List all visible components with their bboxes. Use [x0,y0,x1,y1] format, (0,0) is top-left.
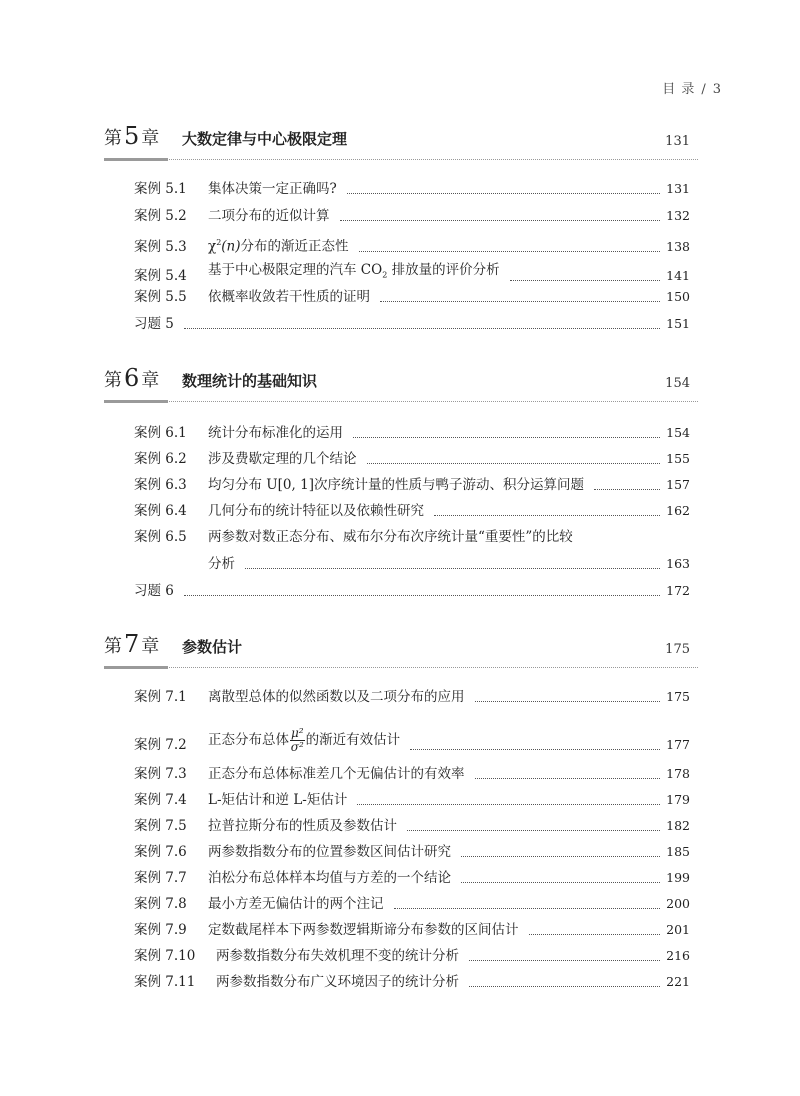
dot-leader [461,856,660,857]
entry-page: 138 [666,238,690,254]
dot-leader [410,749,660,750]
entry-title: 集体决策一定正确吗? [208,181,337,197]
toc-entry[interactable] [134,843,690,861]
chapter-page: 175 [665,642,690,657]
chapter-number: 5 [124,122,140,150]
entry-page: 151 [666,316,690,331]
entry-title: 正态分布总体标准差几个无偏估计的有效率 [208,766,465,782]
dot-leader [510,280,660,281]
toc-entry[interactable] [134,973,690,991]
chapter-number: 7 [124,630,140,658]
entry-title: 统计分布标准化的运用 [208,425,343,441]
dot-leader [394,908,661,909]
entry-title: 依概率收敛若干性质的证明 [208,289,370,305]
chapter-rule [104,667,698,668]
entry-title: 泊松分布总体样本均值与方差的一个结论 [208,870,451,886]
entry-page: 150 [666,289,690,304]
toc-entry[interactable] [134,895,690,913]
fraction-numerator: μ² [291,726,304,740]
toc-entry-exercises[interactable] [134,315,690,333]
chapter-rule-bar [104,400,168,403]
title-part: 分布的渐近正态性 [240,238,349,255]
entry-page: 178 [666,766,690,781]
entry-title: 两参数指数分布失效机理不变的统计分析 [216,948,459,964]
entry-title: L-矩估计和逆 L-矩估计 [208,792,348,808]
toc-entry[interactable] [134,476,690,494]
entry-page: 200 [666,896,690,911]
entry-page: 141 [666,267,690,283]
toc-entry[interactable] [134,921,690,939]
entry-title: 拉普拉斯分布的性质及参数估计 [208,818,397,834]
chapter-rule-bar [104,666,168,669]
chapter-rule-bar [104,158,168,161]
entry-title [208,234,349,256]
entry-code: 案例 5.3 [134,238,187,255]
entry-code: 案例 5.5 [134,289,187,305]
toc-entry[interactable] [134,947,690,965]
chapter-prefix: 第 [104,128,122,149]
dot-leader [347,193,660,194]
chapter-rule [104,159,698,160]
entry-page: 155 [666,451,690,466]
chapter-label [104,630,159,658]
chapter-suffix: 章 [141,370,160,391]
dot-leader [475,778,661,779]
entry-code: 案例 5.1 [134,181,187,197]
entry-page: 175 [666,689,690,704]
dot-leader [475,701,661,702]
toc-entry[interactable] [134,765,690,783]
chapter-suffix: 章 [141,128,160,149]
toc-entry[interactable] [134,727,690,754]
entry-code: 案例 6.1 [134,425,187,441]
entry-title: 二项分布的近似计算 [208,208,330,224]
entry-code: 习题 6 [134,583,174,599]
subscript: 2 [382,270,388,280]
title-part: χ [208,238,217,255]
chapter-prefix: 第 [104,636,122,657]
entry-code: 案例 5.2 [134,208,187,224]
chapter-label [104,364,159,392]
chapter-number: 6 [124,364,140,392]
chapter-heading [104,362,698,402]
header-page-number: 3 [712,82,722,97]
toc-entry[interactable] [134,688,690,706]
chapter-heading [104,120,698,160]
entry-code: 案例 7.1 [134,689,187,705]
entry-code: 案例 7.3 [134,766,187,782]
toc-entry[interactable] [134,207,690,225]
entry-page: 201 [666,922,690,937]
chapter-page: 131 [665,134,690,149]
entry-page: 154 [666,425,690,440]
entry-title: 最小方差无偏估计的两个注记 [208,896,384,912]
entry-page: 157 [666,477,690,492]
dot-leader [245,568,660,569]
dot-leader [380,301,660,302]
entry-code: 案例 5.4 [134,267,187,284]
entry-title: 定数截尾样本下两参数逻辑斯谛分布参数的区间估计 [208,922,519,938]
entry-title: 两参数对数正态分布、威布尔分布次序统计量“重要性”的比较 [208,529,573,545]
chapter-title: 参数估计 [182,638,243,656]
chapter-page: 154 [665,376,690,391]
entry-code: 案例 7.11 [134,974,196,990]
dot-leader [594,489,660,490]
dot-leader [184,595,660,596]
dot-leader [357,804,660,805]
chapter-prefix: 第 [104,370,122,391]
entry-title: 均匀分布 U[0, 1]次序统计量的性质与鸭子游动、积分运算问题 [208,477,584,493]
fraction [290,727,305,754]
toc-entry[interactable] [134,424,690,442]
entry-page: 221 [666,974,690,989]
entry-code: 案例 7.5 [134,818,187,834]
entry-code: 案例 7.8 [134,896,187,912]
fraction-denominator: σ² [290,740,304,754]
toc-entry[interactable] [134,261,690,285]
dot-leader [529,934,661,935]
entry-page: 185 [666,844,690,859]
dot-leader [184,328,660,329]
entry-code: 案例 6.3 [134,477,187,493]
dot-leader [340,220,661,221]
header-section: 目 录 [662,82,696,97]
entry-page: 182 [666,818,690,833]
toc-entry[interactable] [134,450,690,468]
entry-page: 132 [666,208,690,223]
title-part: 基于中心极限定理的汽车 CO [208,262,383,278]
dot-leader [353,437,660,438]
entry-page: 163 [666,556,690,571]
chapter-title: 数理统计的基础知识 [182,372,318,390]
dot-leader [367,463,661,464]
entry-title [208,261,500,285]
dot-leader [359,251,660,252]
entry-code: 案例 7.9 [134,922,187,938]
chapter-label [104,122,159,150]
entry-code: 习题 5 [134,316,174,332]
title-part: 正态分布总体 [208,732,289,748]
dot-leader [469,986,660,987]
superscript: 2 [216,238,222,247]
entry-page: 162 [666,503,690,518]
entry-page: 172 [666,583,690,598]
entry-code: 案例 7.4 [134,792,187,808]
entry-code: 案例 6.2 [134,451,187,467]
chapter-suffix: 章 [141,636,160,657]
entry-title [208,727,400,754]
entry-code: 案例 7.6 [134,844,187,860]
chapter-rule [104,401,698,402]
toc-entry[interactable] [134,528,690,546]
toc-entry[interactable] [134,817,690,835]
title-part: (n) [221,238,241,255]
entry-title: 几何分布的统计特征以及依赖性研究 [208,503,424,519]
title-part: 的渐近有效估计 [305,732,401,748]
toc-entry[interactable] [134,502,690,520]
entry-title: 涉及费歇定理的几个结论 [208,451,357,467]
entry-page: 131 [666,181,690,196]
toc-entry[interactable] [134,180,690,198]
entry-code: 案例 7.10 [134,948,196,964]
chapter-heading [104,628,698,668]
toc-entry[interactable] [134,234,690,256]
toc-entry[interactable] [134,791,690,809]
entry-page: 199 [666,870,690,885]
title-part: 排放量的评价分析 [387,262,500,278]
entry-code: 案例 6.5 [134,529,187,545]
entry-page: 177 [666,737,690,752]
entry-title: 离散型总体的似然函数以及二项分布的应用 [208,689,465,705]
dot-leader [407,830,660,831]
entry-code: 案例 6.4 [134,503,187,519]
entry-title: 两参数指数分布的位置参数区间估计研究 [208,844,451,860]
entry-code: 案例 7.2 [134,737,187,753]
toc-entry-continuation[interactable] [208,555,690,573]
dot-leader [434,515,660,516]
dot-leader [461,882,660,883]
toc-entry-exercises[interactable] [134,582,690,600]
entry-code: 案例 7.7 [134,870,187,886]
entry-title-continuation: 分析 [208,556,235,572]
header-separator: / [701,82,707,97]
entry-title: 两参数指数分布广义环境因子的统计分析 [216,974,459,990]
toc-entry[interactable] [134,869,690,887]
toc-entry[interactable] [134,288,690,306]
entry-page: 216 [666,948,690,963]
chapter-title: 大数定律与中心极限定理 [182,130,348,148]
running-head [662,78,722,97]
dot-leader [469,960,660,961]
entry-page: 179 [666,792,690,807]
